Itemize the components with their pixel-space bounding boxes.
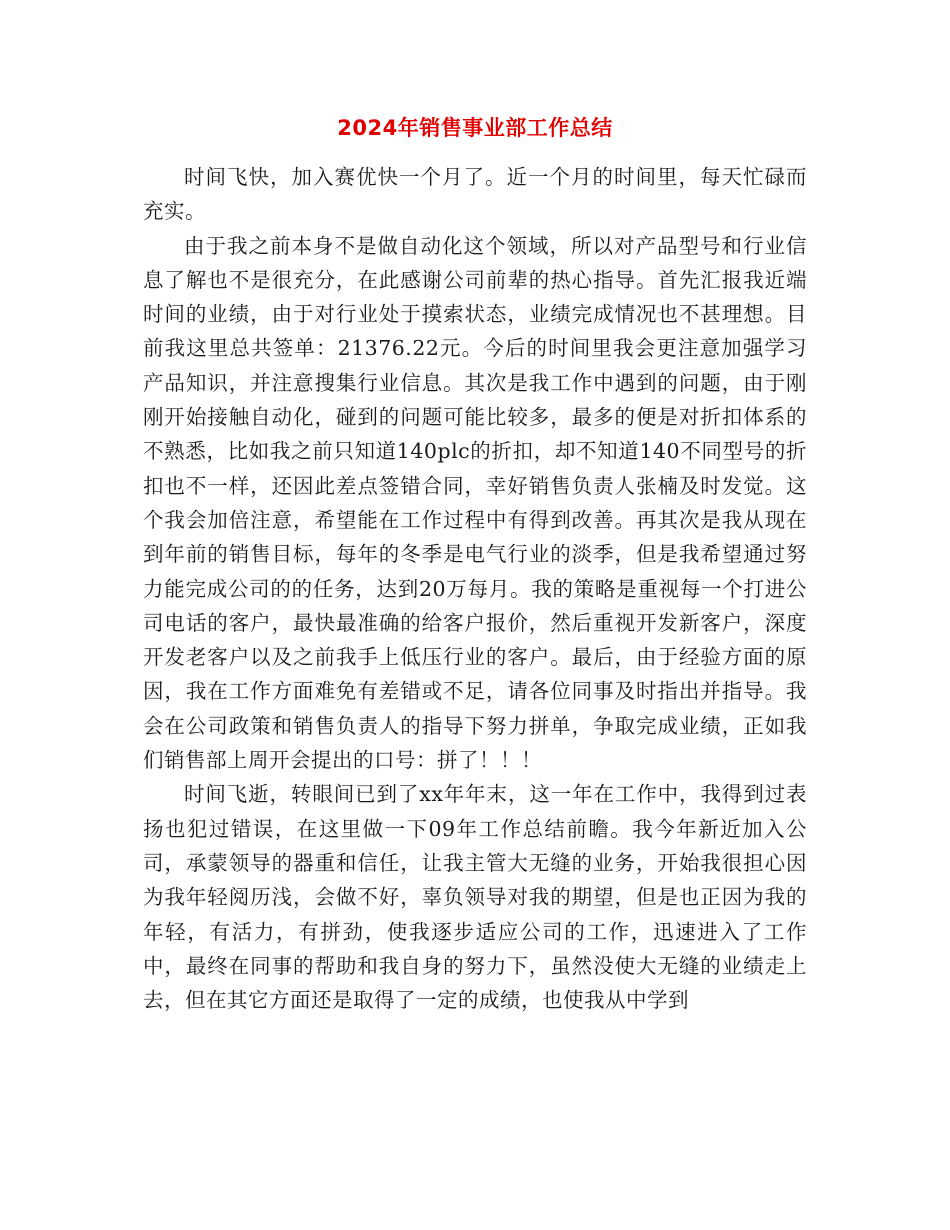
- document-body: [143, 160, 807, 1017]
- document-title: 2024年销售事业部工作总结: [337, 116, 613, 140]
- paragraph-2: 由于我之前本身不是做自动化这个领域，所以对产品型号和行业信息了解也不是很充分，在此感谢公司前辈的热心指导。首先汇报我近端时间的业绩，由于对行业处于摸索状态，业绩完成情况也不甚理想。目前我这里总共签单：21376.22元。今后的时间里我会更注意加强学习产品知识，并注意搜集行业信息。其次是我工作中遇到的问题，由于刚刚开始接触自动化，碰到的问题可能比较多，最多的便是对折扣体系的不熟悉，比如我之前只知道140plc的折扣，却不知道140不同型号的折扣也不一样，还因此差点签错合同，幸好销售负责人张楠及时发觉。这个我会加倍注意，希望能在工作过程中有得到改善。再其次是我从现在到年前的销售目标，每年的冬季是电气行业的淡季，但是我希望通过努力能完成公司的的任务，达到20万每月。我的策略是重视每一个打进公司电话的客户，最快最准确的给客户报价，然后重视开发新客户，深度开发老客户以及之前我手上低压行业的客户。最后，由于经验方面的原因，我在工作方面难免有差错或不足，请各位同事及时指出并指导。我会在公司政策和销售负责人的指导下努力拼单，争取完成业绩，正如我们销售部上周开会提出的口号：拼了！！！: [143, 233, 807, 773]
- paragraph-1: 时间飞快，加入赛优快一个月了。近一个月的时间里，每天忙碌而充实。: [143, 165, 807, 224]
- paragraph-3: 时间飞逝，转眼间已到了xx年年末，这一年在工作中，我得到过表扬也犯过错误，在这里做一下09年工作总结前瞻。我今年新近加入公司，承蒙领导的器重和信任，让我主管大无缝的业务，开始我很担心因为我年轻阅历浅，会做不好，辜负领导对我的期望，但是也正因为我的年轻，有活力，有拼劲，使我逐步适应公司的工作，迅速进入了工作中，最终在同事的帮助和我自身的努力下，虽然没使大无缝的业绩走上去，但在其它方面还是取得了一定的成绩，也使我从中学到: [143, 782, 807, 1013]
